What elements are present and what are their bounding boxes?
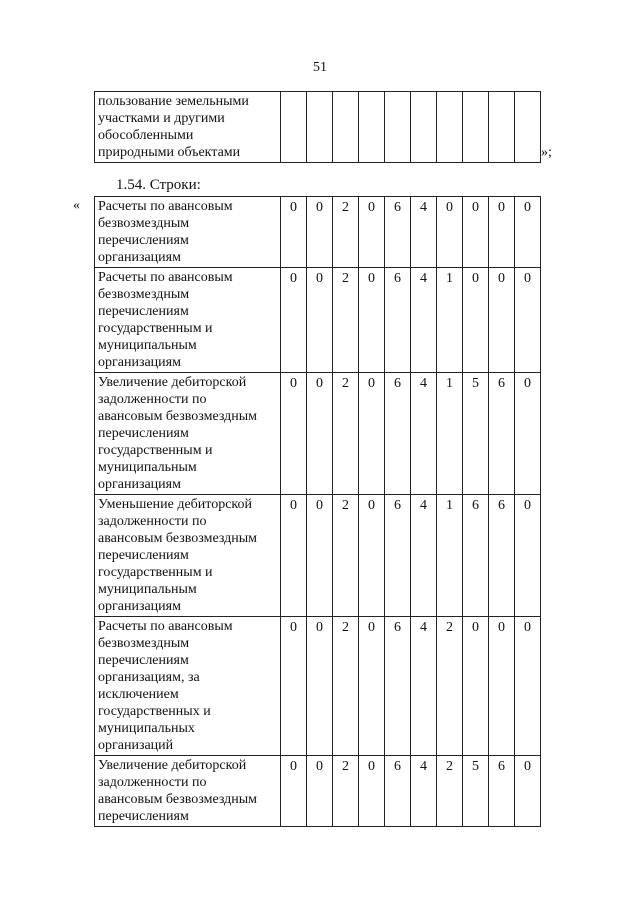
section-heading: 1.54. Строки: — [116, 177, 201, 193]
code-digit-cell: 6 — [385, 197, 411, 268]
row-label: Расчеты по авансовым безвозмездным перечислениям организациям, за исключением государственных и муниципальных организаций — [95, 617, 281, 756]
code-digit-cell: 0 — [281, 495, 307, 617]
top-table — [94, 91, 541, 163]
row-label: Расчеты по авансовым безвозмездным перечислениям государственным и муниципальным организациям — [95, 268, 281, 373]
code-digit-cell: 6 — [489, 756, 515, 827]
code-digit-cell: 6 — [489, 495, 515, 617]
code-digit-cell: 4 — [411, 756, 437, 827]
code-digit-cell: 0 — [359, 495, 385, 617]
code-digit-cell: 4 — [411, 495, 437, 617]
code-digit-cell: 5 — [463, 756, 489, 827]
code-digit-cell: 6 — [489, 373, 515, 495]
code-digit-cell: 0 — [281, 268, 307, 373]
code-digit-cell: 0 — [307, 495, 333, 617]
row-label: Увеличение дебиторской задолженности по авансовым безвозмездным перечислениям — [95, 756, 281, 827]
code-digit-cell: 0 — [515, 373, 541, 495]
code-digit-cell: 0 — [307, 268, 333, 373]
code-digit-cell — [515, 92, 541, 163]
table-row — [95, 756, 541, 827]
code-digit-cell: 6 — [385, 373, 411, 495]
code-digit-cell: 0 — [359, 373, 385, 495]
row-label: пользование земельными участками и другими обособленными природными объектами — [95, 92, 281, 163]
code-digit-cell: 0 — [307, 617, 333, 756]
code-digit-cell: 0 — [359, 197, 385, 268]
table-row — [95, 92, 541, 163]
code-digit-cell: 0 — [281, 756, 307, 827]
code-digit-cell: 0 — [463, 268, 489, 373]
code-digit-cell: 2 — [333, 756, 359, 827]
code-digit-cell: 0 — [515, 617, 541, 756]
code-digit-cell: 0 — [515, 197, 541, 268]
code-digit-cell: 0 — [307, 373, 333, 495]
code-digit-cell: 6 — [385, 495, 411, 617]
code-digit-cell: 0 — [359, 756, 385, 827]
code-digit-cell: 6 — [385, 756, 411, 827]
code-digit-cell — [463, 92, 489, 163]
code-digit-cell — [307, 92, 333, 163]
row-label: Расчеты по авансовым безвозмездным перечислениям организациям — [95, 197, 281, 268]
code-digit-cell — [411, 92, 437, 163]
code-digit-cell: 5 — [463, 373, 489, 495]
code-digit-cell: 4 — [411, 373, 437, 495]
code-digit-cell: 0 — [489, 268, 515, 373]
code-digit-cell: 0 — [281, 373, 307, 495]
code-digit-cell: 2 — [333, 495, 359, 617]
table-row — [95, 268, 541, 373]
code-digit-cell: 4 — [411, 197, 437, 268]
code-digit-cell: 6 — [463, 495, 489, 617]
code-digit-cell: 2 — [333, 617, 359, 756]
closing-quote-mark: »; — [541, 145, 552, 160]
code-digit-cell: 0 — [437, 197, 463, 268]
code-digit-cell: 0 — [489, 197, 515, 268]
code-digit-cell — [437, 92, 463, 163]
code-digit-cell: 1 — [437, 495, 463, 617]
code-digit-cell: 0 — [307, 756, 333, 827]
code-digit-cell: 0 — [359, 617, 385, 756]
code-digit-cell: 4 — [411, 617, 437, 756]
table-row — [95, 617, 541, 756]
code-digit-cell: 4 — [411, 268, 437, 373]
code-digit-cell — [359, 92, 385, 163]
code-digit-cell: 6 — [385, 268, 411, 373]
code-digit-cell: 2 — [333, 268, 359, 373]
code-digit-cell — [333, 92, 359, 163]
code-digit-cell: 1 — [437, 373, 463, 495]
code-digit-cell: 0 — [515, 495, 541, 617]
code-digit-cell: 2 — [437, 617, 463, 756]
code-digit-cell: 6 — [385, 617, 411, 756]
code-digit-cell: 0 — [463, 197, 489, 268]
table-row — [95, 373, 541, 495]
page-number: 51 — [313, 60, 327, 75]
code-digit-cell: 0 — [359, 268, 385, 373]
table-row — [95, 495, 541, 617]
code-digit-cell: 2 — [437, 756, 463, 827]
code-digit-cell: 0 — [463, 617, 489, 756]
code-digit-cell: 1 — [437, 268, 463, 373]
code-digit-cell: 0 — [515, 756, 541, 827]
row-label: Увеличение дебиторской задолженности по авансовым безвозмездным перечислениям государственным и муниципальным организациям — [95, 373, 281, 495]
table-row — [95, 197, 541, 268]
code-digit-cell — [385, 92, 411, 163]
code-digit-cell: 2 — [333, 373, 359, 495]
code-digit-cell: 0 — [281, 197, 307, 268]
code-digit-cell: 2 — [333, 197, 359, 268]
row-label: Уменьшение дебиторской задолженности по авансовым безвозмездным перечислениям государственным и муниципальным организациям — [95, 495, 281, 617]
codes-table — [94, 196, 541, 827]
code-digit-cell — [281, 92, 307, 163]
code-digit-cell: 0 — [515, 268, 541, 373]
code-digit-cell: 0 — [307, 197, 333, 268]
code-digit-cell: 0 — [489, 617, 515, 756]
code-digit-cell — [489, 92, 515, 163]
opening-quote-mark: « — [73, 198, 80, 213]
code-digit-cell: 0 — [281, 617, 307, 756]
